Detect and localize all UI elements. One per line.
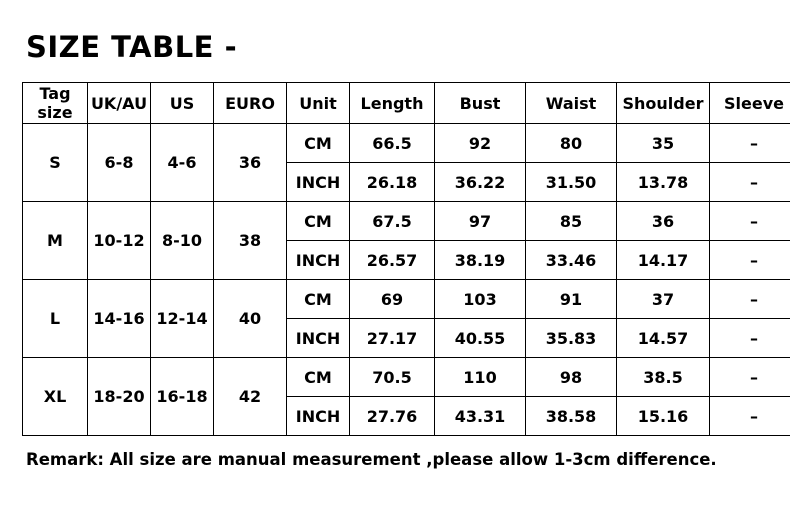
cell-length: 69 — [350, 280, 435, 319]
cell-unit: CM — [287, 358, 350, 397]
cell-uk-au: 6-8 — [88, 124, 151, 202]
cell-waist: 31.50 — [526, 163, 617, 202]
cell-sleeve: – — [710, 319, 790, 358]
cell-bust: 92 — [435, 124, 526, 163]
cell-bust: 110 — [435, 358, 526, 397]
cell-euro: 42 — [214, 358, 287, 436]
column-header-sleeve: Sleeve — [710, 83, 790, 124]
cell-waist: 35.83 — [526, 319, 617, 358]
cell-waist: 98 — [526, 358, 617, 397]
column-header-shoulder: Shoulder — [617, 83, 710, 124]
cell-euro: 38 — [214, 202, 287, 280]
cell-waist: 85 — [526, 202, 617, 241]
cell-shoulder: 13.78 — [617, 163, 710, 202]
cell-us: 4-6 — [151, 124, 214, 202]
cell-unit: INCH — [287, 241, 350, 280]
cell-shoulder: 15.16 — [617, 397, 710, 436]
cell-us: 16-18 — [151, 358, 214, 436]
table-row — [23, 280, 790, 319]
cell-unit: CM — [287, 280, 350, 319]
cell-waist: 33.46 — [526, 241, 617, 280]
cell-unit: INCH — [287, 319, 350, 358]
cell-shoulder: 35 — [617, 124, 710, 163]
cell-tag-size: XL — [23, 358, 88, 436]
cell-tag-size: M — [23, 202, 88, 280]
cell-bust: 38.19 — [435, 241, 526, 280]
cell-shoulder: 14.17 — [617, 241, 710, 280]
cell-sleeve: – — [710, 241, 790, 280]
cell-bust: 103 — [435, 280, 526, 319]
cell-shoulder: 38.5 — [617, 358, 710, 397]
page-title: SIZE TABLE - — [26, 30, 238, 64]
cell-waist: 38.58 — [526, 397, 617, 436]
cell-waist: 91 — [526, 280, 617, 319]
cell-sleeve: – — [710, 202, 790, 241]
column-header-unit: Unit — [287, 83, 350, 124]
cell-length: 27.76 — [350, 397, 435, 436]
cell-bust: 36.22 — [435, 163, 526, 202]
cell-length: 26.18 — [350, 163, 435, 202]
cell-tag-size: L — [23, 280, 88, 358]
cell-sleeve: – — [710, 397, 790, 436]
cell-length: 66.5 — [350, 124, 435, 163]
cell-uk-au: 18-20 — [88, 358, 151, 436]
cell-bust: 43.31 — [435, 397, 526, 436]
cell-sleeve: – — [710, 163, 790, 202]
cell-unit: CM — [287, 202, 350, 241]
cell-us: 12-14 — [151, 280, 214, 358]
cell-shoulder: 36 — [617, 202, 710, 241]
column-header-bust: Bust — [435, 83, 526, 124]
column-header-waist: Waist — [526, 83, 617, 124]
cell-sleeve: – — [710, 124, 790, 163]
cell-us: 8-10 — [151, 202, 214, 280]
cell-unit: INCH — [287, 163, 350, 202]
cell-waist: 80 — [526, 124, 617, 163]
cell-sleeve: – — [710, 280, 790, 319]
remark-text: Remark: All size are manual measurement ,please allow 1-3cm difference. — [26, 450, 717, 469]
cell-unit: CM — [287, 124, 350, 163]
cell-bust: 97 — [435, 202, 526, 241]
cell-unit: INCH — [287, 397, 350, 436]
cell-length: 67.5 — [350, 202, 435, 241]
table-body — [23, 124, 790, 436]
column-header-length: Length — [350, 83, 435, 124]
table-header-row — [23, 83, 790, 124]
table-row — [23, 202, 790, 241]
cell-shoulder: 14.57 — [617, 319, 710, 358]
table-row — [23, 124, 790, 163]
cell-sleeve: – — [710, 358, 790, 397]
cell-uk-au: 10-12 — [88, 202, 151, 280]
cell-tag-size: S — [23, 124, 88, 202]
column-header-euro: EURO — [214, 83, 287, 124]
cell-bust: 40.55 — [435, 319, 526, 358]
column-header-uk-au: UK/AU — [88, 83, 151, 124]
cell-uk-au: 14-16 — [88, 280, 151, 358]
column-header-tag-size: Tag size — [23, 83, 88, 124]
cell-length: 70.5 — [350, 358, 435, 397]
cell-length: 26.57 — [350, 241, 435, 280]
size-table — [22, 82, 790, 436]
cell-euro: 36 — [214, 124, 287, 202]
cell-length: 27.17 — [350, 319, 435, 358]
cell-euro: 40 — [214, 280, 287, 358]
cell-shoulder: 37 — [617, 280, 710, 319]
column-header-us: US — [151, 83, 214, 124]
table-header — [23, 83, 790, 124]
table-row — [23, 358, 790, 397]
